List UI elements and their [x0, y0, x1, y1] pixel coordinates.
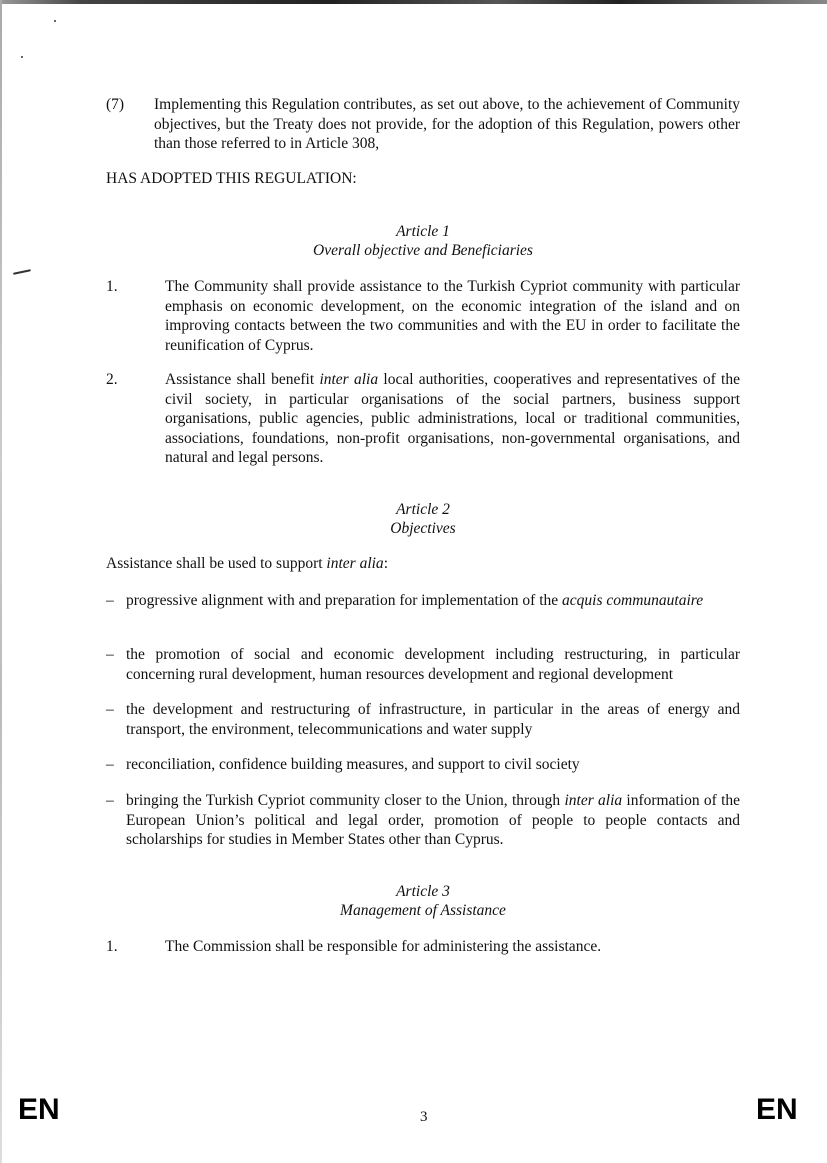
objective-item-development: the promotion of social and economic development including restructuring, in particular concerning rural development, human resources development and regional development [126, 646, 740, 683]
objective-item-union: bringing the Turkish Cypriot community closer to the Union, through inter alia information of the European Union’s political and legal order, promotion of people to people contacts and scholarships for studies in Member States other than Cyprus. [126, 792, 741, 848]
list-dash: – [106, 756, 114, 773]
article-1-title: Article 1 [396, 223, 450, 240]
page-number: 3 [420, 1109, 428, 1125]
article-1-para-2-text: Assistance shall benefit inter alia local authorities, cooperatives and representatives of the civil society, in particular organisations of the social partners, business support organisations, public agencies, public administrations, local or traditional communities, associations, foundations, non-profit organisations, non-governmental organisations, and natural and legal persons. [165, 371, 740, 466]
list-dash: – [106, 646, 114, 663]
article-3-subtitle: Management of Assistance [340, 902, 506, 919]
objective-item-reconciliation: reconciliation, confidence building measures, and support to civil society [126, 756, 580, 773]
article-1-para-1-number: 1. [106, 278, 118, 295]
article-2-title: Article 2 [396, 501, 450, 518]
article-3-para-1-number: 1. [106, 938, 118, 955]
scan-speck [54, 20, 56, 22]
footer-language-left: EN [18, 1093, 60, 1126]
article-3-para-1-text: The Commission shall be responsible for administering the assistance. [165, 938, 602, 955]
adoption-heading: HAS ADOPTED THIS REGULATION: [106, 170, 357, 187]
scan-speck [13, 269, 31, 275]
scan-speck [21, 56, 23, 58]
scan-left-edge [0, 0, 2, 1163]
article-1-para-2-number: 2. [106, 371, 118, 388]
list-dash: – [106, 592, 114, 609]
article-2-intro: Assistance shall be used to support inter alia: [106, 555, 388, 572]
footer-language-right: EN [756, 1093, 798, 1126]
article-1-para-1-text: The Community shall provide assistance to the Turkish Cypriot community with particular emphasis on economic development, on the economic integration of the island and on improving contacts between the two communities and with the EU in order to facilitate the reunification of Cyprus. [165, 278, 740, 354]
recital-text: Implementing this Regulation contributes, as set out above, to the achievement of Community objectives, but the Treaty does not provide, for the adoption of this Regulation, powers other than those referred to in Article 308, [154, 96, 740, 152]
objective-item-infrastructure: the development and restructuring of infrastructure, in particular in the areas of energy and transport, the environment, telecommunications and water supply [126, 701, 740, 738]
objective-item-alignment: progressive alignment with and preparation for implementation of the acquis communautaire [126, 592, 704, 609]
list-dash: – [106, 792, 114, 809]
list-dash: – [106, 701, 114, 718]
scan-top-edge [0, 0, 827, 4]
article-3-title: Article 3 [396, 883, 450, 900]
recital-number: (7) [106, 96, 125, 113]
article-1-subtitle: Overall objective and Beneficiaries [313, 242, 533, 259]
article-2-subtitle: Objectives [390, 520, 456, 537]
